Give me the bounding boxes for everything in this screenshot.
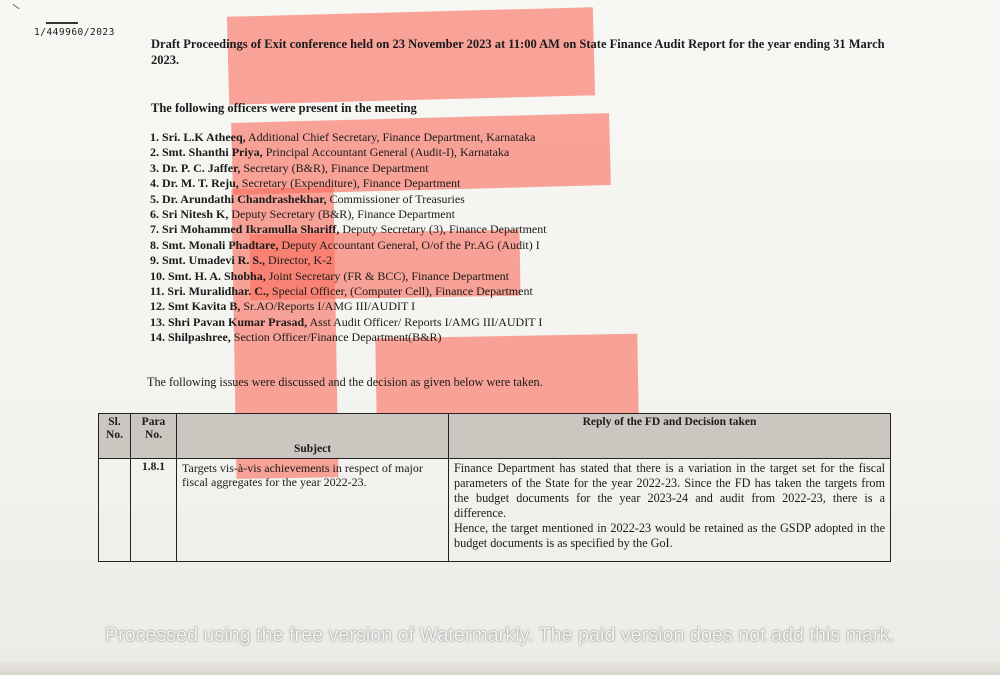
reply-paragraph: Finance Department has stated that there is a variation in the target set for the fiscal parameters of the State for the year 2022-23. Since the FD has taken the targets from the budget documents for the year 2023-24 and audit from 2022-23, there is a difference. (454, 461, 885, 520)
document-id: 1/449960/2023 (34, 27, 115, 38)
issues-intro: The following issues were discussed and the decision as given below were taken. (147, 375, 543, 389)
list-item: 9. Smt. Umadevi R. S., Director, K-2 (150, 253, 333, 268)
list-item: 2. Smt. Shanthi Priya, Principal Accountant General (Audit-I), Karnataka (150, 145, 510, 160)
list-item: 14. Shilpashree, Section Officer/Finance Department(B&R) (150, 330, 442, 345)
cell-subject: Targets vis-à-vis achievements in respect of major fiscal aggregates for the year 2022-23. (177, 459, 449, 562)
list-item: 5. Dr. Arundathi Chandrashekhar, Commissioner of Treasuries (150, 191, 465, 206)
list-item: 13. Shri Pavan Kumar Prasad, Asst Audit Officer/ Reports I/AMG III/AUDIT I (150, 314, 543, 329)
present-heading: The following officers were present in the meeting (151, 101, 417, 115)
decisions-table (98, 413, 891, 562)
list-item: 3. Dr. P. C. Jaffer, Secretary (B&R), Finance Department (150, 160, 429, 175)
reply-paragraph: Hence, the target mentioned in 2022-23 would be retained as the GSDP adopted in the budget documents is as specified by the GoI. (454, 521, 885, 550)
list-item: 1. Sri. L.K Atheeq, Additional Chief Secretary, Finance Department, Karnataka (150, 130, 536, 144)
watermark-text: Processed using the free version of Watermarkly. The paid version does not add this mark. (105, 624, 895, 646)
list-item: 4. Dr. M. T. Reju, Secretary (Expenditure), Finance Department (150, 176, 461, 191)
list-item: 6. Sri Nitesh K, Deputy Secretary (B&R), Finance Department (150, 207, 455, 222)
list-item: 8. Smt. Monali Phadtare, Deputy Accountant General, O/of the Pr.AG (Audit) I (150, 237, 540, 252)
column-header-subject: Subject (177, 414, 449, 459)
cell-reply (449, 459, 891, 562)
table-header-row (99, 414, 891, 459)
page-bottom-edge (0, 662, 1000, 675)
document-id-underline (46, 22, 78, 24)
list-item: 7. Sri Mohammed Ikramulla Shariff, Deputy Secretary (3), Finance Department (150, 222, 547, 237)
table-row (99, 459, 891, 562)
document-title: Draft Proceedings of Exit conference held on 23 November 2023 at 11:00 AM on State Finance Audit Report for the year ending 31 March 2023. (151, 37, 885, 67)
cell-sl-no (99, 459, 131, 562)
officers-list (150, 130, 547, 346)
column-header-sl-no: Sl. No. (99, 414, 131, 459)
cell-para-no: 1.8.1 (131, 459, 177, 562)
list-item: 12. Smt Kavita B, Sr.AO/Reports I/AMG III/AUDIT I (150, 299, 416, 314)
corner-mark (12, 4, 19, 9)
column-header-para-no: Para No. (131, 414, 177, 459)
column-header-reply: Reply of the FD and Decision taken (449, 414, 891, 459)
list-item: 11. Sri. Muralidhar. C., Special Officer, (Computer Cell), Finance Department (150, 284, 533, 299)
list-item: 10. Smt. H. A. Shobha, Joint Secretary (FR & BCC), Finance Department (150, 268, 509, 283)
